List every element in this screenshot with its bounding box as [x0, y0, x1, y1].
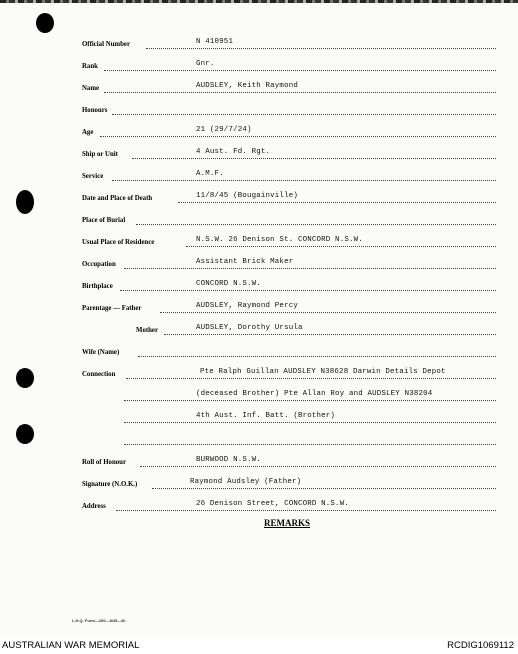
field-connection-line-2	[0, 392, 518, 408]
field-rank	[0, 62, 518, 78]
field-birthplace	[0, 282, 518, 298]
field-label: Parentage — Father	[82, 304, 142, 312]
field-ship-or-unit	[0, 150, 518, 166]
field-value: (deceased Brother) Pte Allan Roy and AUDSLEY N38204	[196, 390, 433, 398]
field-line	[146, 48, 496, 49]
scan-edge	[0, 0, 518, 3]
field-line	[164, 334, 496, 335]
field-label: Age	[82, 128, 94, 136]
field-line	[160, 312, 496, 313]
field-connection-line-4	[0, 436, 518, 452]
field-address	[0, 502, 518, 518]
field-line	[126, 378, 496, 379]
field-line	[124, 444, 496, 445]
field-line	[100, 136, 496, 137]
field-connection	[0, 370, 518, 386]
field-usual-residence	[0, 238, 518, 254]
field-label: Honours	[82, 106, 108, 114]
field-value: 4 Aust. Fd. Rgt.	[196, 148, 271, 156]
field-official-number	[0, 40, 518, 56]
field-value: Assistant Brick Maker	[196, 258, 294, 266]
field-label: Rank	[82, 62, 98, 70]
field-label: Address	[82, 502, 106, 510]
field-value: 4th Aust. Inf. Batt. (Brother)	[196, 412, 336, 420]
field-label: Roll of Honour	[82, 458, 127, 466]
field-service	[0, 172, 518, 188]
field-parentage-mother	[0, 326, 518, 342]
field-value: N.S.W. 26 Denison St. CONCORD N.S.W.	[196, 236, 363, 244]
field-line	[132, 158, 496, 159]
field-label: Usual Place of Residence	[82, 238, 155, 246]
field-line	[136, 224, 496, 225]
field-connection-line-3	[0, 414, 518, 430]
field-label: Official Number	[82, 40, 130, 48]
field-label: Connection	[82, 370, 116, 378]
field-line	[112, 114, 496, 115]
punch-hole	[36, 13, 54, 33]
field-place-of-burial	[0, 216, 518, 232]
field-line	[152, 488, 496, 489]
field-value: N 410951	[196, 38, 234, 46]
field-line	[120, 290, 496, 291]
field-line	[124, 268, 496, 269]
field-label: Place of Burial	[82, 216, 126, 224]
field-label: Occupation	[82, 260, 116, 268]
archive-name: AUSTRALIAN WAR MEMORIAL	[2, 640, 140, 651]
field-line	[186, 246, 496, 247]
field-label: Date and Place of Death	[82, 194, 153, 202]
field-value: AUDSLEY, Dorothy Ursula	[196, 324, 303, 332]
field-line	[124, 422, 496, 423]
field-value: Gnr.	[196, 60, 215, 68]
field-line	[140, 466, 496, 467]
field-value: A.M.F.	[196, 170, 224, 178]
field-value: CONCORD N.S.W.	[196, 280, 261, 288]
field-value: 21 (29/7/24)	[196, 126, 252, 134]
field-value: 11/8/45 (Bougainville)	[196, 192, 298, 200]
field-line	[138, 356, 496, 357]
field-value: BURWOOD N.S.W.	[196, 456, 261, 464]
field-signature-nok	[0, 480, 518, 496]
field-parentage-father	[0, 304, 518, 320]
field-label: Name	[82, 84, 100, 92]
field-occupation	[0, 260, 518, 276]
field-value: AUDSLEY, Raymond Percy	[196, 302, 298, 310]
field-line	[112, 180, 496, 181]
field-honours	[0, 106, 518, 122]
field-line	[178, 202, 496, 203]
field-value: Raymond Audsley (Father)	[190, 478, 302, 486]
field-value: 26 Denison Street, CONCORD N.S.W.	[196, 500, 349, 508]
form-identifier: L.H.Q. Form—200—8/45—M.	[72, 618, 126, 623]
field-name	[0, 84, 518, 100]
archive-footer	[0, 636, 518, 654]
field-label: Mother	[136, 326, 158, 334]
field-date-place-of-death	[0, 194, 518, 210]
field-line	[104, 92, 496, 93]
field-roll-of-honour	[0, 458, 518, 474]
field-value: AUDSLEY, Keith Raymond	[196, 82, 298, 90]
field-label: Ship or Unit	[82, 150, 118, 158]
record-id: RCDIG1069112	[447, 640, 514, 651]
field-value: Pte Ralph Guillan AUDSLEY N38628 Darwin Details Depot	[200, 368, 446, 376]
field-label: Birthplace	[82, 282, 113, 290]
field-label: Wife (Name)	[82, 348, 120, 356]
field-label: Signature (N.O.K.)	[82, 480, 138, 488]
remarks-heading: REMARKS	[264, 518, 311, 528]
field-line	[116, 510, 496, 511]
field-line	[124, 400, 496, 401]
field-label: Service	[82, 172, 104, 180]
field-age	[0, 128, 518, 144]
field-line	[104, 70, 496, 71]
field-wife	[0, 348, 518, 364]
